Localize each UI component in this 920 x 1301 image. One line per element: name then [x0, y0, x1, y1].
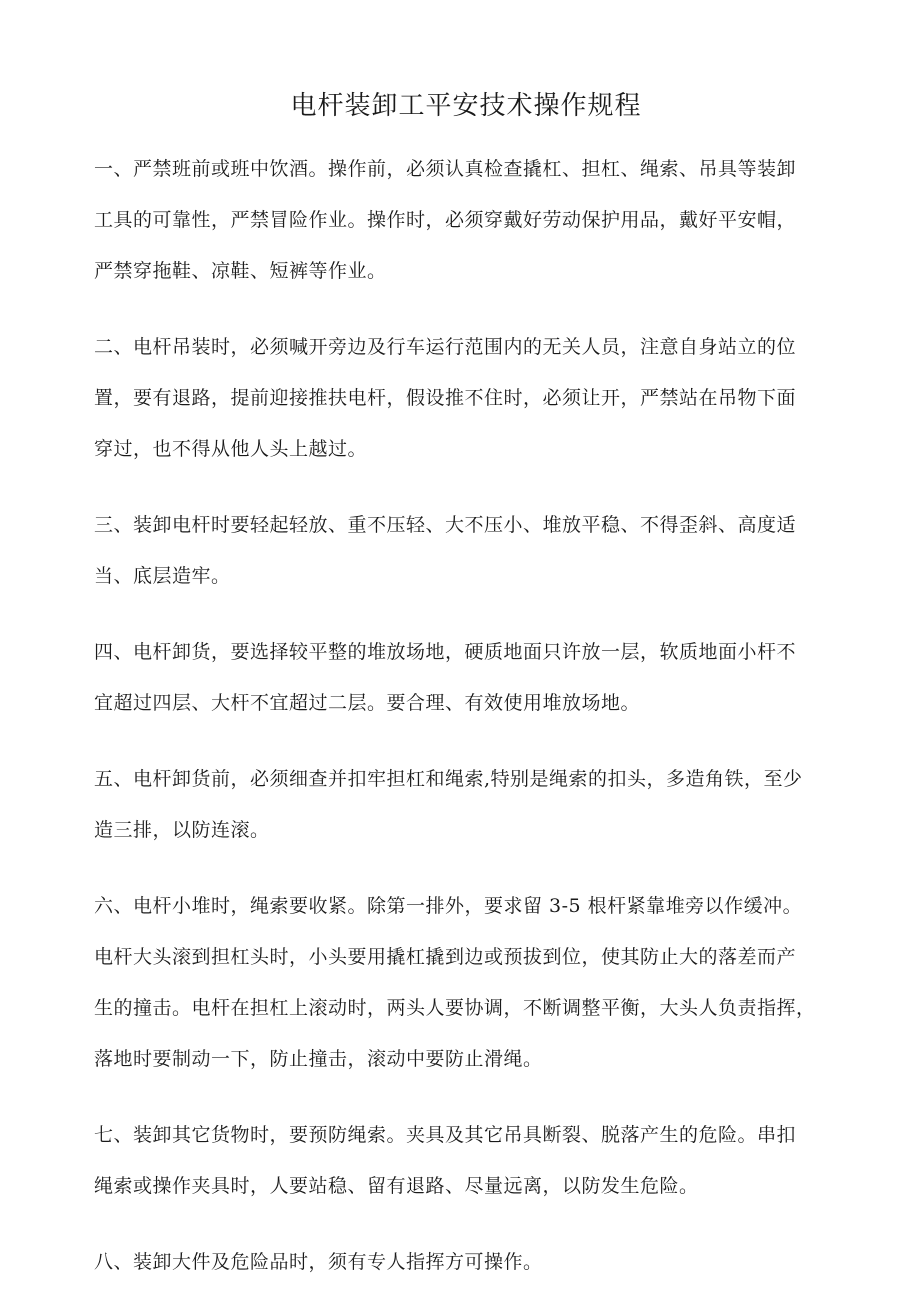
rule-section [94, 1110, 838, 1212]
rule-text-line: 造三排，以防连滚。 [94, 819, 270, 841]
rule-section [94, 322, 838, 475]
rule-text-line: 工具的可靠性，严禁冒险作业。操作时，必须穿戴好劳动保护用品，戴好平安帽， [94, 209, 797, 231]
rule-section [94, 500, 838, 602]
rule-text-line: 落地时要制动一下，防止撞击，滚动中要防止滑绳。 [94, 1048, 543, 1070]
rule-text-line: 生的撞击。电杆在担杠上滚动时，两头人要协调，不断调整平衡，大头人负责指挥， [94, 997, 816, 1019]
rule-text-line: 七、装卸其它货物时，要预防绳索。夹具及其它吊具断裂、脱落产生的危险。串扣 [94, 1124, 797, 1146]
rule-section [94, 881, 838, 1085]
rule-text-line: 宜超过四层、大杆不宜超过二层。要合理、有效使用堆放场地。 [94, 692, 641, 714]
rule-text-line: 二、电杆吊装时，必须喊开旁边及行车运行范围内的无关人员，注意自身站立的位 [94, 336, 797, 358]
rule-text-line: 严禁穿拖鞋、凉鞋、短裤等作业。 [94, 260, 387, 282]
rule-text-line: 当、底层造牢。 [94, 565, 231, 587]
rule-text-line: 八、装卸大件及危险品时，须有专人指挥方可操作。 [94, 1251, 543, 1273]
rule-section [94, 627, 838, 729]
rule-section [94, 1237, 838, 1288]
rule-text-line: 三、装卸电杆时要轻起轻放、重不压轻、大不压小、堆放平稳、不得歪斜、高度适 [94, 514, 797, 536]
rule-section [94, 754, 838, 856]
rule-text-line: 电杆大头滚到担杠头时，小头要用撬杠撬到边或预拔到位，使其防止大的落差而产 [94, 946, 797, 968]
document-title: 电杆装卸工平安技术操作规程 [290, 91, 642, 121]
rule-section [94, 144, 838, 297]
rule-text-line: 四、电杆卸货，要选择较平整的堆放场地，硬质地面只许放一层，软质地面小杆不 [94, 641, 797, 663]
rule-text-line: 六、电杆小堆时，绳索要收紧。除第一排外，要求留 3-5 根杆紧靠堆旁以作缓冲。 [94, 895, 803, 917]
rule-text-line: 一、严禁班前或班中饮酒。操作前，必须认真检查撬杠、担杠、绳索、吊具等装卸 [94, 158, 797, 180]
rule-text-line: 五、电杆卸货前，必须细查并扣牢担杠和绳索,特别是绳索的扣头，多造角铁，至少 [94, 768, 803, 790]
document-body [94, 144, 838, 1288]
rule-text-line: 穿过，也不得从他人头上越过。 [94, 438, 368, 460]
rule-text-line: 绳索或操作夹具时，人要站稳、留有退路、尽量远离，以防发生危险。 [94, 1175, 699, 1197]
rule-text-line: 置，要有退路，提前迎接推扶电杆，假设推不住时，必须让开，严禁站在吊物下面 [94, 387, 797, 409]
